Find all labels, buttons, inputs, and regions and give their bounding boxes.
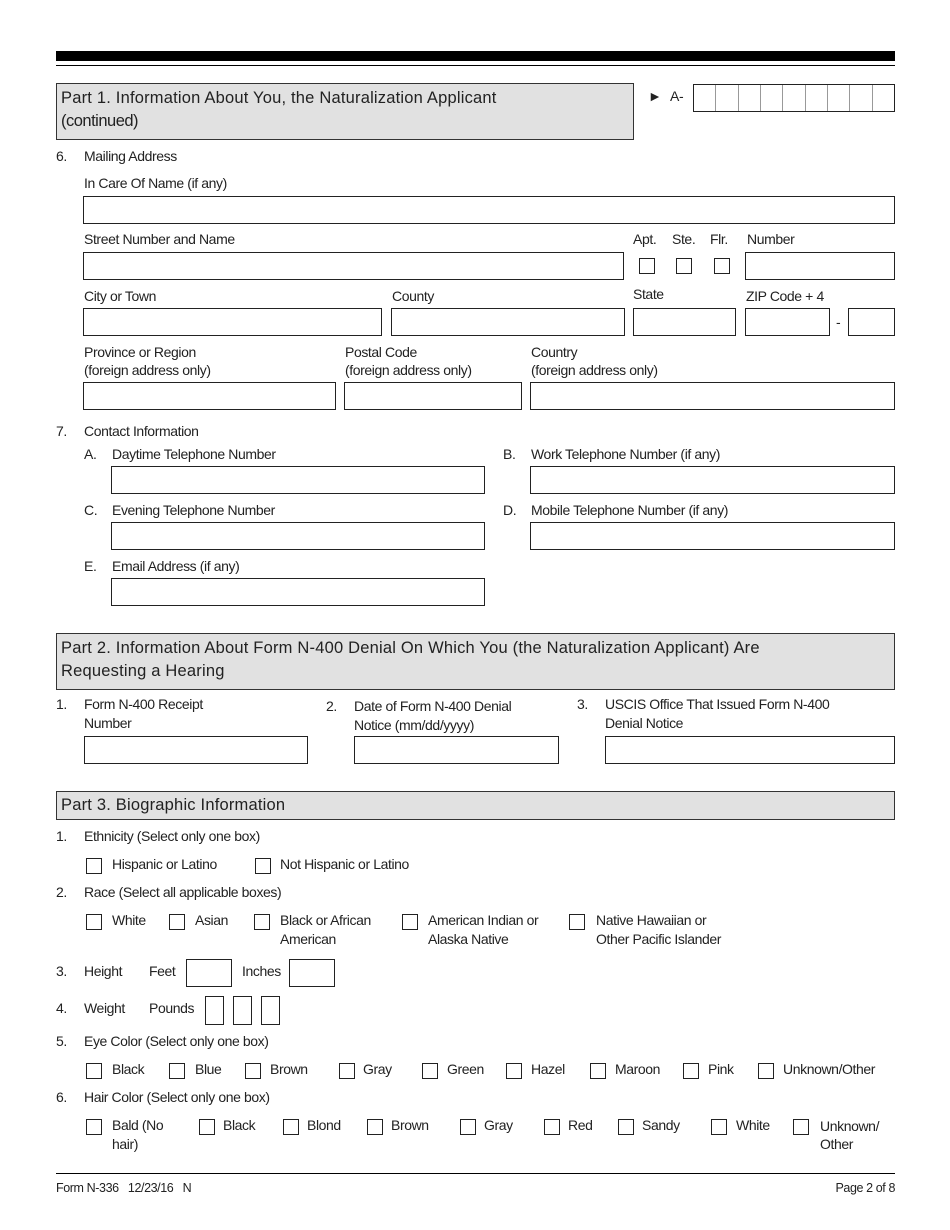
pounds-digit-1[interactable] (205, 996, 224, 1025)
daytime-phone-input[interactable] (111, 466, 485, 494)
ethnicity-label: Ethnicity (Select only one box) (84, 828, 260, 844)
daytime-phone-label: Daytime Telephone Number (112, 446, 276, 462)
eye-maroon-label: Maroon (615, 1061, 661, 1077)
hair-unknown-checkbox[interactable] (793, 1119, 809, 1135)
zip-dash: - (836, 314, 841, 330)
eye-green-label: Green (447, 1061, 484, 1077)
hispanic-checkbox[interactable] (86, 858, 102, 874)
eye-green-checkbox[interactable] (422, 1063, 438, 1079)
hispanic-label: Hispanic or Latino (112, 856, 217, 872)
work-phone-input[interactable] (530, 466, 895, 494)
postal-input[interactable] (344, 382, 522, 410)
eye-hazel-label: Hazel (531, 1061, 565, 1077)
part2-title-cont: Requesting a Hearing (61, 662, 225, 680)
in-care-of-label: In Care Of Name (if any) (84, 175, 227, 191)
eye-hazel-checkbox[interactable] (506, 1063, 522, 1079)
race-asian-checkbox[interactable] (169, 914, 185, 930)
part1-title: Part 1. Information About You, the Naturalization Applicant (61, 89, 497, 107)
race-american-indian-label: American Indian or (428, 912, 539, 928)
postal-note: (foreign address only) (345, 362, 472, 378)
county-label: County (392, 288, 434, 304)
footer-page-number: Page 2 of 8 (835, 1181, 895, 1195)
part3-title: Part 3. Biographic Information (61, 796, 286, 814)
top-thick-rule (56, 51, 895, 61)
evening-phone-input[interactable] (111, 522, 485, 550)
q7-num: 7. (56, 423, 67, 439)
country-input[interactable] (530, 382, 895, 410)
race-american-indian-label-2: Alaska Native (428, 931, 509, 947)
denial-date-label: Date of Form N-400 Denial (354, 698, 512, 714)
receipt-number-input[interactable] (84, 736, 308, 764)
office-label-2: Denial Notice (605, 715, 684, 731)
hair-blond-label: Blond (307, 1117, 341, 1133)
hair-bald-label-2: hair) (112, 1136, 139, 1152)
eye-gray-checkbox[interactable] (339, 1063, 355, 1079)
zip-input[interactable] (745, 308, 830, 336)
eye-unknown-checkbox[interactable] (758, 1063, 774, 1079)
q6-label: Mailing Address (84, 148, 177, 164)
country-note: (foreign address only) (531, 362, 658, 378)
mobile-phone-input[interactable] (530, 522, 895, 550)
eye-blue-label: Blue (195, 1061, 222, 1077)
a-number-label: A- (670, 88, 684, 104)
p2q1-num: 1. (56, 696, 67, 712)
hair-white-label: White (736, 1117, 770, 1133)
q6-num: 6. (56, 148, 67, 164)
p3q1-num: 1. (56, 828, 67, 844)
hair-white-checkbox[interactable] (711, 1119, 727, 1135)
hair-bald-label: Bald (No (112, 1117, 164, 1133)
pounds-digit-3[interactable] (261, 996, 280, 1025)
part2-header (56, 633, 895, 690)
hair-bald-checkbox[interactable] (86, 1119, 102, 1135)
county-input[interactable] (391, 308, 625, 336)
weight-label: Weight (84, 1000, 125, 1016)
eye-unknown-label: Unknown/Other (783, 1061, 876, 1077)
p3q3-num: 3. (56, 963, 67, 979)
province-input[interactable] (83, 382, 336, 410)
email-label: Email Address (if any) (112, 558, 240, 574)
zip4-input[interactable] (848, 308, 895, 336)
state-input[interactable] (633, 308, 736, 336)
hair-red-checkbox[interactable] (544, 1119, 560, 1135)
hair-sandy-label: Sandy (642, 1117, 680, 1133)
hair-red-label: Red (568, 1117, 593, 1133)
race-asian-label: Asian (195, 912, 229, 928)
eye-gray-label: Gray (363, 1061, 392, 1077)
p3q4-num: 4. (56, 1000, 67, 1016)
denial-date-label-2: Notice (mm/dd/yyyy) (354, 717, 474, 733)
hair-unknown-label-2: Other (820, 1136, 854, 1152)
race-hawaiian-label-2: Other Pacific Islander (596, 931, 722, 947)
eye-color-label: Eye Color (Select only one box) (84, 1033, 269, 1049)
race-black-label-2: American (280, 931, 336, 947)
hair-brown-checkbox[interactable] (367, 1119, 383, 1135)
inches-input[interactable] (289, 959, 335, 987)
q7b-letter: B. (503, 446, 516, 462)
part3-header (56, 791, 895, 820)
part1-header (56, 83, 634, 140)
pounds-digit-2[interactable] (233, 996, 252, 1025)
hair-black-checkbox[interactable] (199, 1119, 215, 1135)
hair-gray-label: Gray (484, 1117, 513, 1133)
eye-pink-checkbox[interactable] (683, 1063, 699, 1079)
hair-unknown-label: Unknown/ (820, 1118, 880, 1134)
p3q6-num: 6. (56, 1089, 67, 1105)
hair-brown-label: Brown (391, 1117, 429, 1133)
receipt-label-2: Number (84, 715, 132, 731)
footer-rule (56, 1173, 895, 1174)
p2q2-num: 2. (326, 698, 337, 714)
office-input[interactable] (605, 736, 895, 764)
q7d-letter: D. (503, 502, 517, 518)
street-input[interactable] (83, 252, 624, 280)
race-label: Race (Select all applicable boxes) (84, 884, 282, 900)
p3q5-num: 5. (56, 1033, 67, 1049)
hair-blond-checkbox[interactable] (283, 1119, 299, 1135)
p2q3-num: 3. (577, 696, 588, 712)
hair-black-label: Black (223, 1117, 256, 1133)
race-american-indian-checkbox[interactable] (402, 914, 418, 930)
denial-date-input[interactable] (354, 736, 559, 764)
evening-phone-label: Evening Telephone Number (112, 502, 275, 518)
q7c-letter: C. (84, 502, 98, 518)
hair-color-label: Hair Color (Select only one box) (84, 1089, 270, 1105)
flr-label: Flr. (710, 231, 728, 247)
height-label: Height (84, 963, 123, 979)
city-label: City or Town (84, 288, 156, 304)
mobile-phone-label: Mobile Telephone Number (if any) (531, 502, 729, 518)
eye-black-checkbox[interactable] (86, 1063, 102, 1079)
eye-brown-checkbox[interactable] (245, 1063, 261, 1079)
race-black-checkbox[interactable] (254, 914, 270, 930)
hair-gray-checkbox[interactable] (460, 1119, 476, 1135)
race-white-label: White (112, 912, 146, 928)
arrow-icon: ► (648, 88, 662, 104)
email-input[interactable] (111, 578, 485, 606)
work-phone-label: Work Telephone Number (if any) (531, 446, 721, 462)
race-hawaiian-checkbox[interactable] (569, 914, 585, 930)
eye-brown-label: Brown (270, 1061, 308, 1077)
country-label: Country (531, 344, 578, 360)
not-hispanic-label: Not Hispanic or Latino (280, 856, 409, 872)
hair-sandy-checkbox[interactable] (618, 1119, 634, 1135)
part2-title: Part 2. Information About Form N-400 Denial On Which You (the Naturalization Applicant) Are (61, 639, 760, 657)
a-number-input[interactable] (693, 84, 895, 112)
ste-checkbox[interactable] (676, 258, 692, 274)
q7-label: Contact Information (84, 423, 199, 439)
city-input[interactable] (83, 308, 382, 336)
province-note: (foreign address only) (84, 362, 211, 378)
p3q2-num: 2. (56, 884, 67, 900)
top-thin-rule (56, 65, 895, 66)
eye-blue-checkbox[interactable] (169, 1063, 185, 1079)
pounds-label: Pounds (149, 1000, 195, 1016)
postal-label: Postal Code (345, 344, 417, 360)
not-hispanic-checkbox[interactable] (255, 858, 271, 874)
number-label: Number (747, 231, 795, 247)
office-label: USCIS Office That Issued Form N-400 (605, 696, 830, 712)
race-white-checkbox[interactable] (86, 914, 102, 930)
eye-black-label: Black (112, 1061, 145, 1077)
eye-maroon-checkbox[interactable] (590, 1063, 606, 1079)
eye-pink-label: Pink (708, 1061, 734, 1077)
street-label: Street Number and Name (84, 231, 235, 247)
flr-checkbox[interactable] (714, 258, 730, 274)
number-input[interactable] (745, 252, 895, 280)
inches-label: Inches (242, 963, 281, 979)
province-label: Province or Region (84, 344, 196, 360)
ste-label: Ste. (672, 231, 696, 247)
feet-input[interactable] (186, 959, 232, 987)
race-hawaiian-label: Native Hawaiian or (596, 912, 707, 928)
receipt-label: Form N-400 Receipt (84, 696, 203, 712)
state-label: State (633, 286, 664, 302)
zip-label: ZIP Code + 4 (746, 288, 824, 304)
part1-title-cont: (continued) (61, 112, 139, 130)
feet-label: Feet (149, 963, 176, 979)
footer-form-id: Form N-336 12/23/16 N (56, 1181, 192, 1195)
apt-label: Apt. (633, 231, 657, 247)
in-care-of-input[interactable] (83, 196, 895, 224)
q7a-letter: A. (84, 446, 97, 462)
race-black-label: Black or African (280, 912, 371, 928)
apt-checkbox[interactable] (639, 258, 655, 274)
q7e-letter: E. (84, 558, 97, 574)
